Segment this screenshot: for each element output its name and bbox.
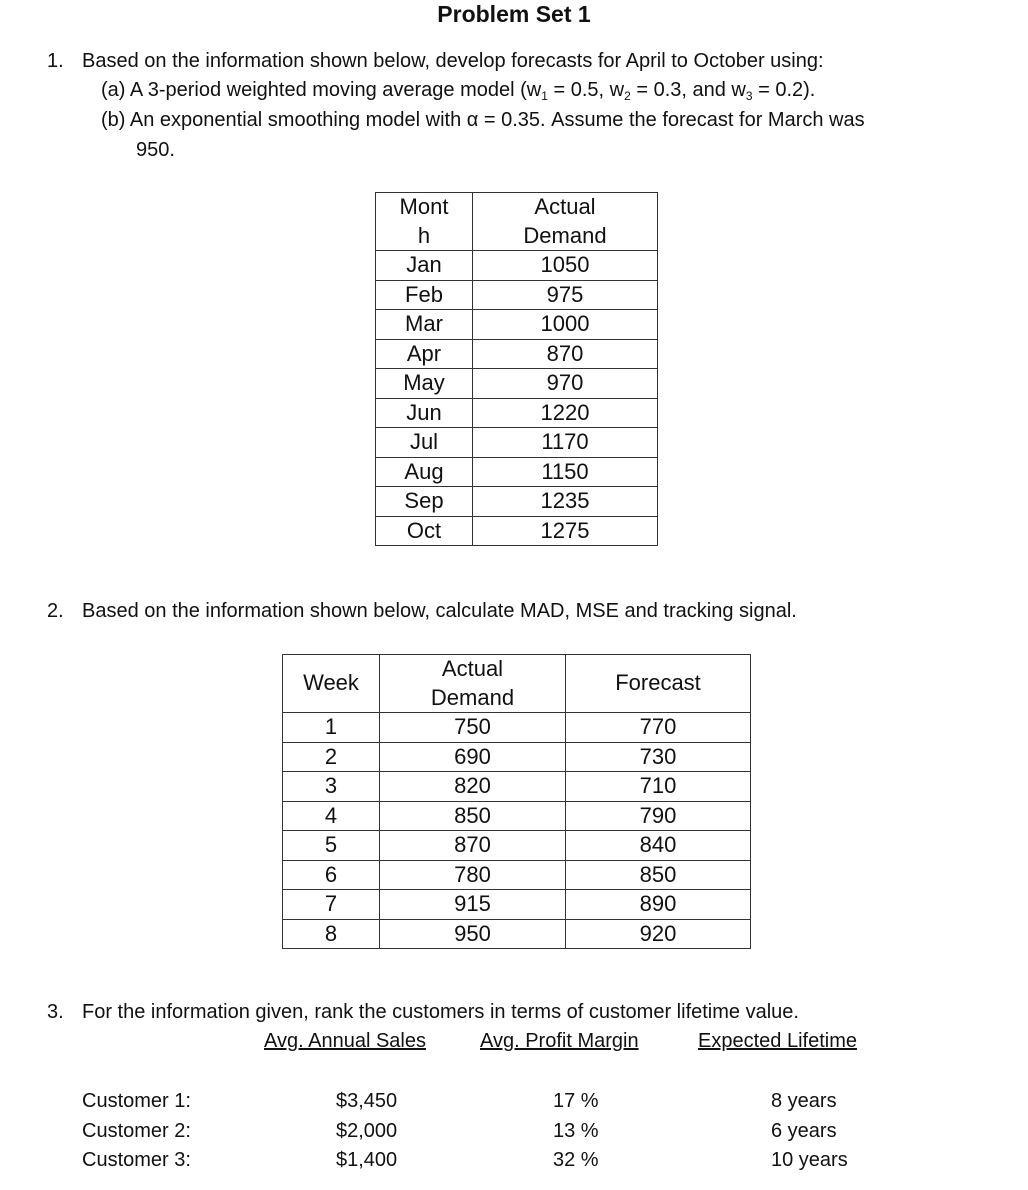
q2-number: 2. [47, 600, 64, 622]
w3-subscript: 3 [745, 89, 753, 103]
q2-table-header [283, 655, 751, 713]
q1-part-b-line1: An exponential smoothing model with α = 0.35. Assume the forecast for March was [129, 109, 865, 131]
demand-cell: 975 [473, 280, 658, 310]
actual-cell: 750 [380, 713, 566, 743]
q1-demand-table [375, 192, 658, 546]
q1-part-a-post: = 0.2). [752, 79, 816, 101]
margin-header: Avg. Profit Margin [480, 1030, 639, 1052]
customer-name: Customer 2: [82, 1119, 191, 1142]
q1-part-a-mid2: = 0.3, and w [630, 79, 746, 101]
demand-cell: 1220 [473, 398, 658, 428]
q1-part-b [101, 106, 865, 135]
actual-cell: 850 [380, 801, 566, 831]
q1-part-a-mid1: = 0.5, w [547, 79, 625, 101]
lifetime-column [771, 1087, 848, 1176]
forecast-cell: 710 [566, 772, 751, 802]
actual-cell: 820 [380, 772, 566, 802]
month-cell: Jun [376, 398, 473, 428]
demand-cell: 1150 [473, 457, 658, 487]
q1-part-a [101, 76, 815, 107]
forecast-cell: 890 [566, 890, 751, 920]
forecast-cell: 850 [566, 860, 751, 890]
margin-value: 17 % [553, 1090, 599, 1112]
q3-text: For the information given, rank the customers in terms of customer lifetime value. [82, 1001, 799, 1023]
table-row [376, 310, 658, 340]
table-row [376, 516, 658, 546]
q1-part-b-line2: 950. [136, 139, 175, 161]
month-cell: Oct [376, 516, 473, 546]
demand-cell: 1000 [473, 310, 658, 340]
week-cell: 5 [283, 831, 380, 861]
demand-cell: 970 [473, 369, 658, 399]
forecast-cell: 840 [566, 831, 751, 861]
week-cell: 1 [283, 713, 380, 743]
week-cell: 3 [283, 772, 380, 802]
week-cell: 2 [283, 742, 380, 772]
month-cell: May [376, 369, 473, 399]
w1-subscript: 1 [541, 89, 548, 103]
customer-name: Customer 3: [82, 1149, 191, 1171]
table-row [283, 801, 751, 831]
q1-part-a-label: (a) [101, 79, 126, 101]
forecast-cell: 770 [566, 713, 751, 743]
sales-value: $3,450 [336, 1090, 398, 1112]
q1-part-a-pre: A 3-period weighted moving average model (w [129, 79, 542, 101]
month-header-line2: h [417, 222, 431, 248]
actual-header-line1: Actual [441, 656, 504, 681]
month-cell: Jan [376, 251, 473, 281]
q1-text: Based on the information shown below, develop forecasts for April to October using: [82, 50, 824, 72]
actual-cell: 780 [380, 860, 566, 890]
table-row [376, 369, 658, 399]
table-row [376, 398, 658, 428]
forecast-cell: 920 [566, 919, 751, 949]
demand-cell: 1170 [473, 428, 658, 458]
customer-name: Customer 1: [82, 1090, 191, 1112]
actual-cell: 950 [380, 919, 566, 949]
q1-table-header [376, 193, 658, 251]
demand-cell: 870 [473, 339, 658, 369]
month-cell: Aug [376, 457, 473, 487]
table-row [376, 280, 658, 310]
table-row [376, 339, 658, 369]
demand-cell: 1050 [473, 251, 658, 281]
month-cell: Sep [376, 487, 473, 517]
week-cell: 4 [283, 801, 380, 831]
table-row [283, 772, 751, 802]
actual-demand-header [473, 193, 658, 251]
week-cell: 6 [283, 860, 380, 890]
actual-cell: 915 [380, 890, 566, 920]
table-row [376, 457, 658, 487]
month-header [376, 193, 473, 251]
table-row [376, 487, 658, 517]
lifetime-header: Expected Lifetime [698, 1030, 857, 1052]
q2-forecast-table [282, 654, 751, 949]
week-cell: 7 [283, 890, 380, 920]
table-row [283, 831, 751, 861]
actual-demand-header [380, 655, 566, 713]
month-cell: Mar [376, 310, 473, 340]
lifetime-value: 10 years [771, 1149, 848, 1171]
forecast-header: Forecast [566, 655, 751, 713]
month-cell: Feb [376, 280, 473, 310]
sales-column [336, 1087, 397, 1176]
q2-text: Based on the information shown below, calculate MAD, MSE and tracking signal. [82, 600, 797, 622]
month-cell: Apr [376, 339, 473, 369]
table-row [283, 742, 751, 772]
actual-cell: 690 [380, 742, 566, 772]
table-row [283, 713, 751, 743]
actual-header-line2: Demand [523, 222, 607, 248]
demand-cell: 1275 [473, 516, 658, 546]
lifetime-value: 8 years [771, 1090, 837, 1112]
demand-cell: 1235 [473, 487, 658, 517]
table-row [376, 251, 658, 281]
margin-value: 32 % [553, 1149, 599, 1171]
month-cell: Jul [376, 428, 473, 458]
table-row [283, 890, 751, 920]
margin-column [553, 1087, 599, 1176]
q1-number: 1. [47, 50, 64, 72]
lifetime-value: 6 years [771, 1119, 837, 1142]
week-cell: 8 [283, 919, 380, 949]
page-title: Problem Set 1 [437, 1, 591, 27]
w2-subscript: 2 [624, 89, 631, 103]
sales-value: $2,000 [336, 1119, 398, 1142]
actual-header-line1: Actual [534, 194, 596, 219]
margin-value: 13 % [553, 1119, 599, 1142]
actual-cell: 870 [380, 831, 566, 861]
forecast-cell: 790 [566, 801, 751, 831]
forecast-cell: 730 [566, 742, 751, 772]
q3-number: 3. [47, 1001, 64, 1023]
sales-value: $1,400 [336, 1149, 398, 1171]
customer-list [82, 1087, 191, 1176]
week-header: Week [283, 655, 380, 713]
table-row [283, 919, 751, 949]
table-row [283, 860, 751, 890]
q1-part-b-label: (b) [101, 109, 126, 131]
sales-header: Avg. Annual Sales [264, 1030, 426, 1052]
table-row [376, 428, 658, 458]
actual-header-line2: Demand [430, 684, 515, 710]
month-header-line1: Mont [399, 194, 449, 219]
